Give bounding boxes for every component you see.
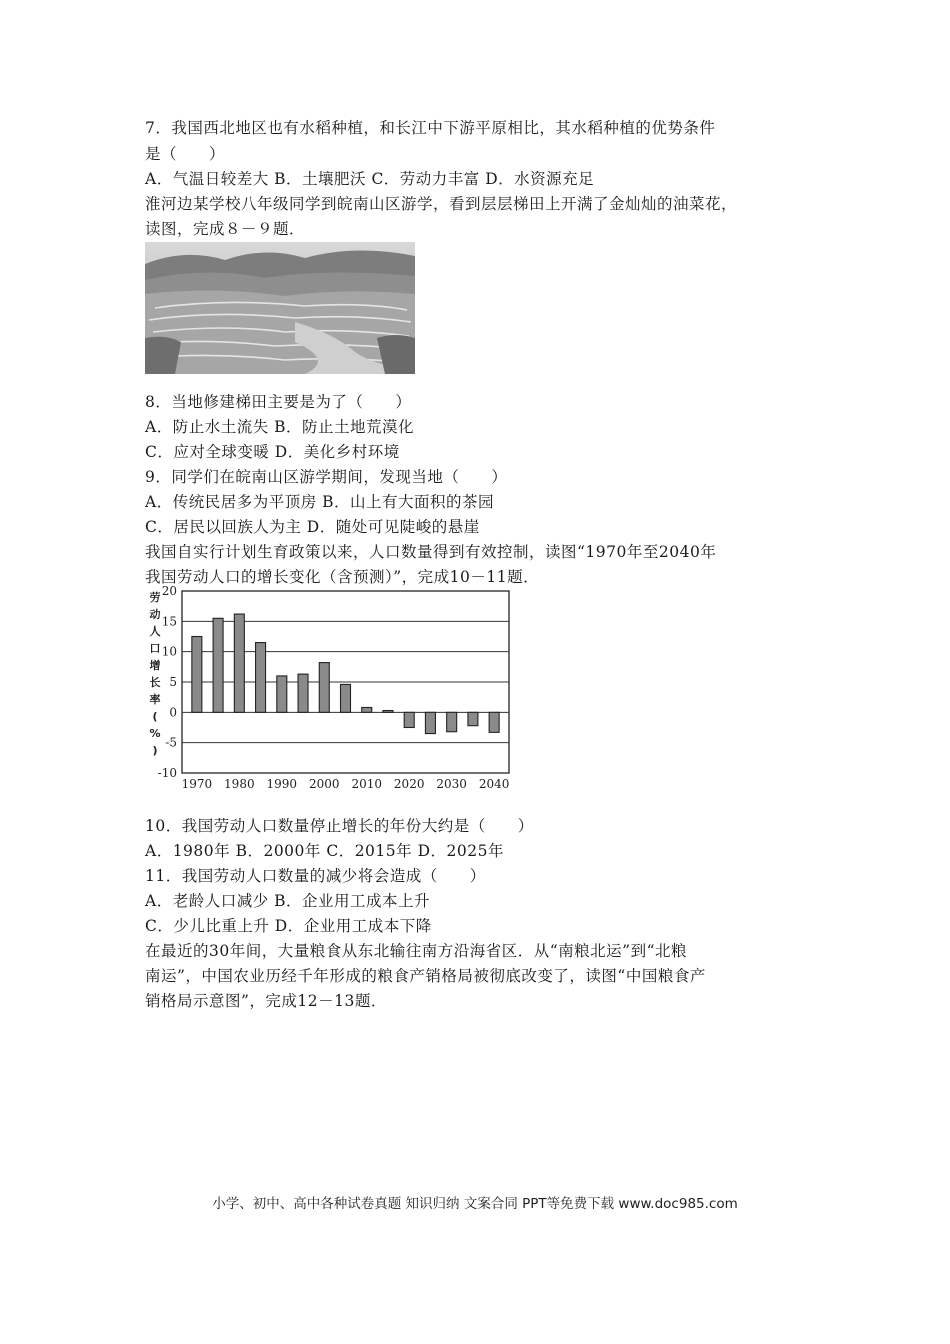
passage-8-9-line1: 淮河边某学校八年级同学到皖南山区游学，看到层层梯田上开满了金灿灿的油菜花，: [145, 195, 738, 213]
x-tick-label: 1970: [181, 777, 213, 791]
q10-stem: 10．我国劳动人口数量停止增长的年份大约是（ ）: [145, 817, 534, 835]
x-tick-label: 2040: [478, 777, 510, 791]
x-tick-label: 2020: [393, 777, 425, 791]
bar: [298, 674, 308, 712]
q8-options-cd: C．应对全球变暖 D．美化乡村环境: [145, 443, 400, 461]
bar: [277, 676, 287, 712]
q11-options-cd: C．少儿比重上升 D．企业用工成本下降: [145, 917, 432, 935]
y-tick-label: 0: [169, 705, 177, 720]
q8-options-ab: A．防止水土流失 B．防止土地荒漠化: [145, 418, 415, 436]
bar: [213, 618, 223, 712]
x-tick-label: 1980: [224, 777, 255, 791]
q10-options: A．1980年 B．2000年 C．2015年 D．2025年: [145, 842, 504, 860]
q11-options-ab: A．老龄人口减少 B．企业用工成本上升: [145, 892, 431, 910]
bar: [425, 712, 435, 733]
passage-12-13-line2: 南运”，中国农业历经千年形成的粮食产销格局被彻底改变了，读图“中国粮食产: [145, 967, 706, 985]
bar: [192, 637, 202, 713]
y-tick-label: -5: [165, 735, 177, 750]
chart-svg: [145, 585, 513, 797]
q9-stem: 9．同学们在皖南山区游学期间，发现当地（ ）: [145, 468, 508, 486]
q9-options-ab: A．传统民居多为平顶房 B．山上有大面积的茶园: [145, 493, 495, 511]
y-tick-label: 20: [161, 585, 177, 598]
y-axis-label: 劳动人口增长率( % ): [149, 591, 161, 757]
bar: [319, 663, 329, 713]
x-tick-label: 1990: [266, 777, 298, 791]
passage-12-13-line3: 销格局示意图”，完成12－13题．: [145, 992, 387, 1010]
q9-options-cd: C．居民以回族人为主 D．随处可见陡峻的悬崖: [145, 518, 480, 536]
q11-stem: 11．我国劳动人口数量的减少将会造成（ ）: [145, 867, 486, 885]
y-tick-label: 5: [169, 675, 177, 689]
q7-options: A．气温日较差大 B．土壤肥沃 C．劳动力丰富 D．水资源充足: [145, 170, 595, 188]
bar: [383, 711, 393, 713]
y-tick-label: 10: [161, 644, 177, 659]
bar: [489, 712, 499, 732]
bar: [404, 712, 414, 727]
footer-banner: 小学、初中、高中各种试卷真题 知识归纳 文案合同 PPT等免费下载 www.doc985.com: [212, 1196, 738, 1212]
y-tick-label: -10: [157, 766, 177, 780]
x-tick-label: 2010: [351, 777, 383, 791]
passage-8-9-line2: 读图，完成８－９题．: [145, 220, 306, 238]
bar: [468, 712, 478, 725]
passage-10-11-line2: 我国劳动人口的增长变化（含预测）”，完成10－11题．: [145, 568, 540, 586]
bar: [447, 712, 457, 731]
q7-stem-line1: 7．我国西北地区也有水稻种植，和长江中下游平原相比，其水稻种植的优势条件: [145, 119, 716, 137]
bar: [341, 684, 351, 712]
bar: [256, 643, 266, 713]
q7-stem-line2: 是（ ）: [145, 145, 226, 163]
bar: [234, 614, 244, 712]
bar: [362, 707, 372, 712]
y-tick-label: 15: [161, 614, 177, 629]
labor-population-growth-chart: [145, 585, 513, 797]
x-tick-label: 2030: [436, 777, 467, 791]
terraced-fields-photo: [145, 242, 415, 374]
x-tick-label: 2000: [308, 777, 340, 791]
passage-10-11-line1: 我国自实行计划生育政策以来，人口数量得到有效控制，读图“1970年至2040年: [145, 543, 717, 561]
passage-12-13-line1: 在最近的30年间，大量粮食从东北输往南方沿海省区．从“南粮北运”到“北粮: [145, 942, 687, 960]
q8-stem: 8．当地修建梯田主要是为了（ ）: [145, 393, 412, 411]
